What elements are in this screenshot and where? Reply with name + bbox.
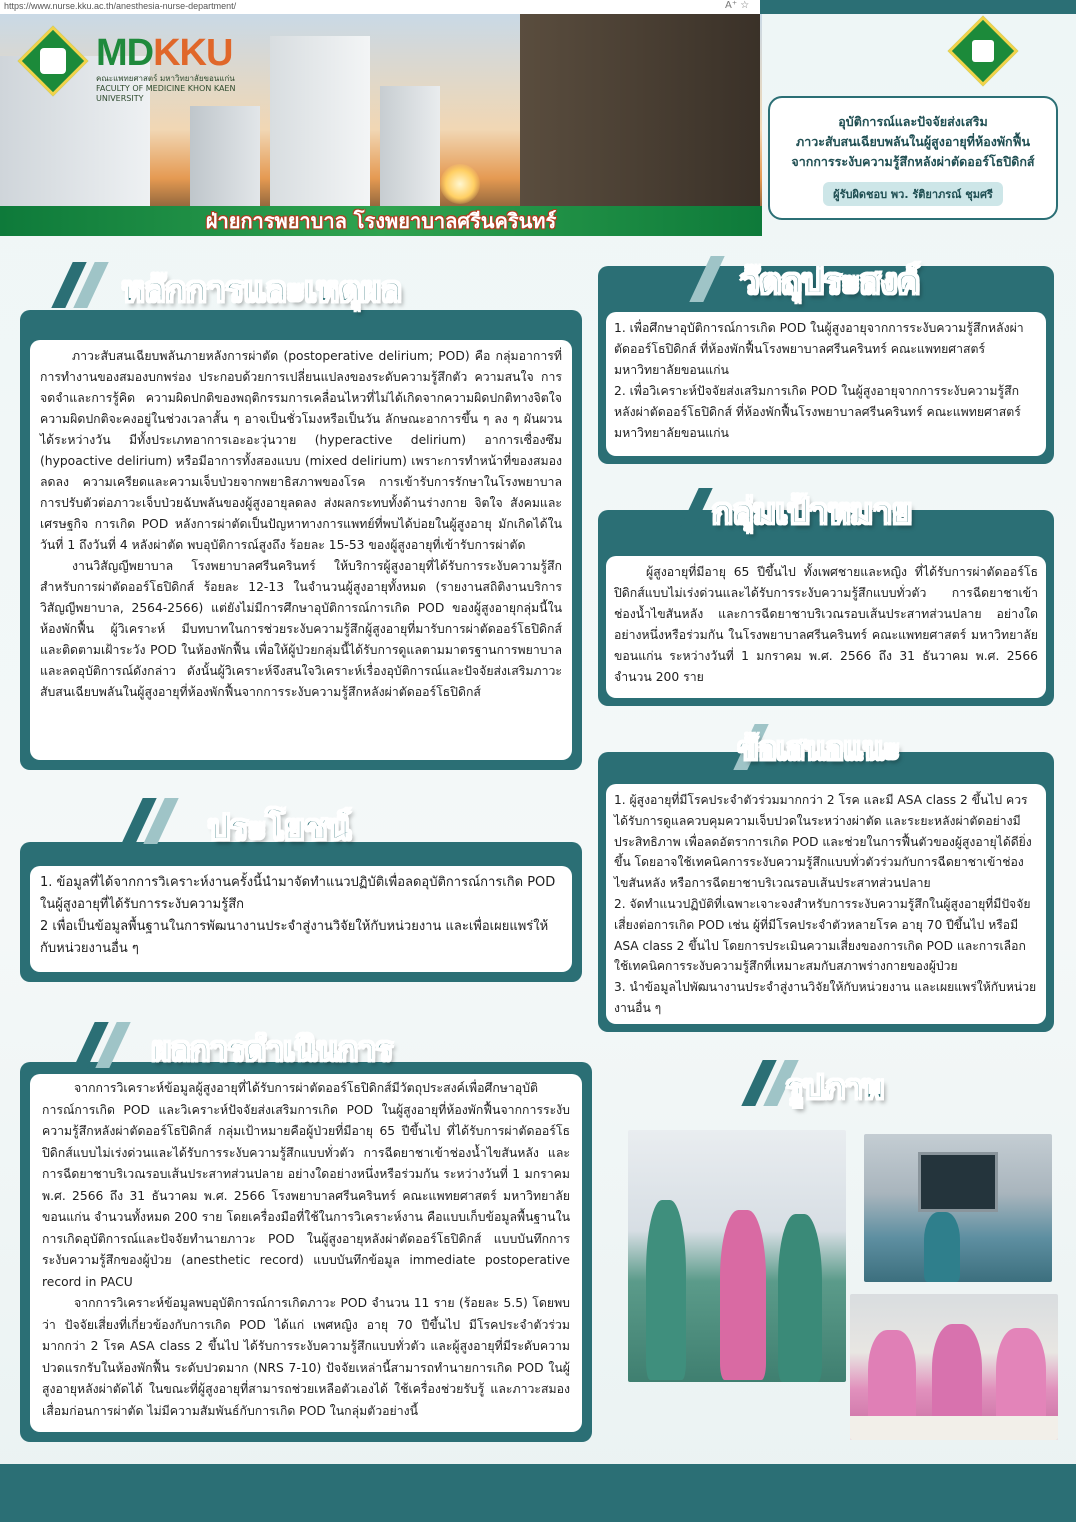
photos-heading: รูปภาพ bbox=[786, 1068, 884, 1106]
url-bar[interactable] bbox=[0, 0, 760, 14]
rationale-paragraph: ภาวะสับสนเฉียบพลันภายหลังการผ่าตัด (postoperative delirium; POD) คือ กลุ่มอาการที่การทำงานของสมองบกพร่อง ประกอบด้วยการเปลี่ยนแปลงของระดับความรู้สึกตัว ความสนใจ การจดจำและการรู้คิด ความผิดปกติของพฤติกรรมการเคลื่อนไหวที่ไม่ได้เกิดจากความผิดปกติทางจิตใจ ความผิดปกติจะคงอยู่ในช่วงเวลาสั้น ๆ อาจเป็นชั่วโมงหรือเป็นวัน ลักษณะอาการขึ้น ๆ ลง ๆ ผันผวนได้ระหว่างวัน มีทั้งประเภทอาการเอะอะวุ่นวาย (hyperactive delirium) อาการเซื่องซึม (hypoactive delirium) หรือมีอาการทั้งสองแบบ (mixed delirium) เพราะการทำหน้าที่ของสมองลดลง ความเครียดและความเจ็บป่วยจากพยาธิสภาพของโรค การเข้ารับการรักษาในโรงพยาบาล การปรับตัวต่อภาวะเจ็บป่วยฉับพลันของผู้สูงอายุลดลง ส่งผลกระทบทั้งด้านร่างกาย จิตใจ สังคมและเศรษฐกิจ การเกิด POD หลังการผ่าตัดเป็นปัญหาทางการแพทย์ที่พบได้บ่อยในผู้สูงอายุ มักเกิดได้ในวันที่ 1 ถึงวันที่ 4 หลังผ่าตัด พบอุบัติการณ์สูงถึง ร้อยละ 15-53 ของผู้สูงอายุที่เข้ารับการผ่าตัด bbox=[40, 349, 562, 552]
mdkku-logo: MDKKU bbox=[96, 32, 233, 74]
benefits-body bbox=[30, 866, 572, 972]
recommendation-item: 2. จัดทำแนวปฏิบัติที่เฉพาะเจาะจงสำหรับการระงับความรู้สึกในผู้สูงอายุที่มีปัจจัยเสี่ยงต่อการเกิด POD เช่น ผู้ที่มีโรคประจำตัวหลายโรค อายุ 70 ปีขึ้นไป หรือมี ASA class 2 ขึ้นไป โดยการประเมินความเสี่ยงของการเกิด POD และการเลือกใช้เทคนิคการระงับความรู้สึกที่เหมาะสมกับสภาพร่างกายของผู้ป่วย bbox=[614, 896, 1031, 974]
title-card bbox=[768, 96, 1058, 220]
building-photo-element bbox=[380, 86, 440, 206]
photo-figure bbox=[868, 1330, 916, 1430]
photo-monitor-equipment bbox=[864, 1134, 1052, 1282]
recommendation-item: 3. นำข้อมูลไปพัฒนางานประจำสู่งานวิจัยให้กับหน่วยงาน และเผยแพร่ให้กับหน่วยงานอื่น ๆ bbox=[614, 980, 1037, 1015]
responsible-person: ผู้รับผิดชอบ พว. รัติยาภรณ์ ชุมศรี bbox=[823, 182, 1003, 206]
results-paragraph: จากการวิเคราะห์ข้อมูลพบอุบัติการณ์การเกิดภาวะ POD จำนวน 11 ราย (ร้อยละ 5.5) โดยพบว่า ปัจจัยเสี่ยงที่เกี่ยวข้องกับการเกิด POD ได้แก่ เพศหญิง อายุ 70 ปีขึ้นไป มีโรคประจำตัวร่วมมากกว่า 2 โรค ASA class 2 ขึ้นไป ได้รับการระงับความรู้สึกแบบทั่วตัว และผู้สูงอายุที่มีระดับความปวดแรกรับในห้องพักฟื้น ระดับปวดมาก (NRS 7-10) ปัจจัยเหล่านี้สามารถทำนายการเกิด POD ในผู้สูงอายุหลังผ่าตัดได้ ในขณะที่ผู้สูงอายุที่สามารถช่วยเหลือตัวเองได้ ใช้เครื่องช่วยรับรู้ และภาวะสมองเสื่อมก่อนการผ่าตัด ไม่มีความสัมพันธ์กับการเกิด POD ในกลุ่มตัวอย่างนี้ bbox=[42, 1296, 570, 1418]
building-photo-element bbox=[190, 106, 260, 206]
target-heading: กลุ่มเป้าหมาย bbox=[712, 492, 912, 532]
results-body bbox=[30, 1074, 582, 1432]
rationale-body bbox=[30, 340, 572, 760]
photo-figure bbox=[720, 1210, 766, 1380]
photo-nurses-meeting bbox=[850, 1294, 1058, 1440]
building-photo-element bbox=[270, 36, 370, 206]
benefit-item: 1. ข้อมูลที่ได้จากการวิเคราะห์งานครั้งนี้นำมาจัดทำแนวปฏิบัติเพื่อลดอุบัติการณ์การเกิด POD ในผู้สูงอายุที่ได้รับการระงับความรู้สึก bbox=[40, 875, 556, 912]
results-heading: ผลการดำเนินการ bbox=[152, 1030, 393, 1068]
objectives-heading: วัตถุประสงค์ bbox=[740, 262, 920, 302]
url-text: https://www.nurse.kku.ac.th/anesthesia-nurse-department/ bbox=[4, 1, 237, 11]
title-line: จากการระงับความรู้สึกหลังผ่าตัดออร์โธปิดิกส์ bbox=[791, 154, 1035, 169]
sunset-photo-element bbox=[440, 164, 480, 204]
top-accent-strip bbox=[760, 0, 1076, 14]
recommendations-body bbox=[606, 784, 1046, 1024]
building-photo-element bbox=[520, 14, 760, 206]
rationale-heading: หลักการและเหตุผล bbox=[122, 270, 402, 310]
reader-mode-icon[interactable]: A⁺ ☆ bbox=[725, 0, 750, 11]
banner-title: ฝ่ายการพยาบาล โรงพยาบาลศรีนครินทร์ bbox=[205, 209, 557, 233]
photo-figure bbox=[646, 1200, 686, 1380]
benefit-item: 2 เพื่อเป็นข้อมูลพื้นฐานในการพัฒนางานประจำสู่งานวิจัยให้กับหน่วยงาน และเพื่อเผยแพร่ให้กับหน่วยงานอื่น ๆ bbox=[40, 919, 549, 956]
recommendation-item: 1. ผู้สูงอายุที่มีโรคประจำตัวร่วมมากกว่า 2 โรค และมี ASA class 2 ขึ้นไป ควรได้รับการดูแลควบคุมความเจ็บปวดในระหว่างผ่าตัด และระยะหลังผ่าตัดอย่างมีประสิทธิภาพ เพื่อลดอัตราการเกิด POD และช่วยในการฟื้นตัวของผู้สูงอายุได้ดียิ่งขึ้น โดยอาจใช้เทคนิคการระงับความรู้สึกแบบทั่วตัวร่วมกับการฉีดยาชาเข้าช่องไขสันหลัง หรือการฉีดยาชาบริเวณรอบเส้นประสาทส่วนปลาย bbox=[614, 793, 1032, 891]
benefits-heading: ประโยชน์ bbox=[208, 808, 351, 848]
results-paragraph: จากการวิเคราะห์ข้อมูลผู้สูงอายุที่ได้รับการผ่าตัดออร์โธปิดิกส์มีวัตถุประสงค์เพื่อศึกษาอุบัติการณ์การเกิด POD และวิเคราะห์ปัจจัยส่งเสริมการเกิด POD ในผู้สูงอายุที่ห้องพักฟื้นจากการระงับความรู้สึกหลังผ่าตัดออร์โธปิดิกส์ กลุ่มเป้าหมายคือผู้ป่วยที่มีอายุ 65 ปีขึ้นไป ที่ได้รับการผ่าตัดออร์โธปิดิกส์แบบไม่เร่งด่วนและได้รับการระงับความรู้สึกแบบทั่วตัว การฉีดยาชาเข้าช่องน้ำไขสันหลัง และการฉีดยาชาบริเวณรอบเส้นประสาทส่วนปลาย อย่างใดอย่างหนึ่งหรือร่วมกัน ระหว่างวันที่ 1 มกราคม พ.ศ. 2566 ถึง 31 ธันวาคม พ.ศ. 2566 โรงพยาบาลศรีนครินทร์ คณะแพทยศาสตร์ มหาวิทยาลัยขอนแก่น จำนวนทั้งหมด 200 ราย โดยเครื่องมือที่ใช้ในการวิเคราะห์งาน คือแบบเก็บข้อมูลพื้นฐานในการเกิดอุบัติการณ์และปัจจัยทำนายภาวะ POD ในผู้สูงอายุหลังผ่าตัดออร์โธปิดิกส์ แบบบันทึกการระงับความรู้สึกของผู้ป่วย (anesthetic record) แบบบันทึกข้อมูล immediate postoperative record in PACU bbox=[42, 1081, 570, 1289]
rationale-paragraph: งานวิสัญญีพยาบาล โรงพยาบาลศรีนครินทร์ ให้บริการผู้สูงอายุที่ได้รับการระงับความรู้สึกสำหรับการผ่าตัดออร์โธปิดิกส์ ร้อยละ 12-13 ในจำนวนผู้สูงอายุทั้งหมด (รายงานสถิติงานบริการวิสัญญีพยาบาล, 2564-2566) แต่ยังไม่มีการศึกษาอุบัติการณ์การเกิด POD ของผู้สูงอายุกลุ่มนี้ในห้องพักฟื้น ผู้วิเคราะห์ มีบทบาทในการช่วยระงับความรู้สึกผู้สูงอายุที่มารับการผ่าตัดออร์โธปิดิกส์ และติดตามเฝ้าระวัง POD ในห้องพักฟื้น เพื่อให้ผู้ป่วยกลุ่มนี้ได้รับการดูแลตามมาตรฐานการพยาบาลและลดอุบัติการณ์ดังกล่าว ดังนั้นผู้วิเคราะห์จึงสนใจวิเคราะห์เรื่องอุบัติการณ์และปัจจัยส่งเสริมภาวะสับสนเฉียบพลันในผู้สูงอายุที่ห้องพักฟื้นจากการระงับความรู้สึกหลังผ่าตัดออร์โธปิดิกส์ bbox=[40, 559, 562, 699]
banner-title-bar bbox=[0, 206, 762, 236]
title-line: อุบัติการณ์และปัจจัยส่งเสริม bbox=[838, 114, 988, 129]
photo-monitor-screen bbox=[918, 1152, 998, 1212]
photo-figure bbox=[778, 1214, 822, 1382]
objective-item: 2. เพื่อวิเคราะห์ปัจจัยส่งเสริมการเกิด POD ในผู้สูงอายุจากการระงับความรู้สึกหลังผ่าตัดออร์โธปิดิกส์ ที่ห้องพักฟื้นโรงพยาบาลศรีนครินทร์ คณะแพทยศาสตร์ มหาวิทยาลัยขอนแก่น bbox=[614, 384, 1021, 440]
header-banner bbox=[0, 14, 762, 236]
objectives-body bbox=[606, 312, 1046, 456]
photo-operating-room-staff bbox=[628, 1130, 846, 1382]
hospital-seal-inner-icon bbox=[40, 48, 66, 74]
footer-bar bbox=[0, 1464, 1076, 1522]
hospital-seal-inner-icon bbox=[972, 40, 994, 62]
target-text: ผู้สูงอายุที่มีอายุ 65 ปีขึ้นไป ทั้งเพศชายและหญิง ที่ได้รับการผ่าตัดออร์โธปิดิกส์แบบไม่เร่งด่วนและได้รับการระงับความรู้สึกแบบทั่วตัว การฉีดยาชาเข้าช่องน้ำไขสันหลัง และการฉีดยาชาบริเวณรอบเส้นประสาทส่วนปลาย อย่างใดอย่างหนึ่งหรือร่วมกัน ในโรงพยาบาลศรีนครินทร์ คณะแพทยศาสตร์ มหาวิทยาลัยขอนแก่น ระหว่างวันที่ 1 มกราคม พ.ศ. 2566 ถึง 31 ธันวาคม พ.ศ. 2566 จำนวน 200 ราย bbox=[614, 565, 1038, 684]
recommendations-heading: ข้อเสนอแนะ bbox=[738, 732, 900, 767]
photo-figure bbox=[924, 1212, 960, 1282]
title-line: ภาวะสับสนเฉียบพลันในผู้สูงอายุที่ห้องพักฟื้น bbox=[795, 134, 1031, 149]
target-body bbox=[606, 556, 1046, 698]
objective-item: 1. เพื่อศึกษาอุบัติการณ์การเกิด POD ในผู้สูงอายุจากการระงับความรู้สึกหลังผ่าตัดออร์โธปิดิกส์ ที่ห้องพักฟื้นโรงพยาบาลศรีนครินทร์ คณะแพทยศาสตร์ มหาวิทยาลัยขอนแก่น bbox=[614, 321, 1024, 377]
mdkku-logo-subtitle: คณะแพทยศาสตร์ มหาวิทยาลัยขอนแก่น FACULTY OF MEDICINE KHON KAEN UNIVERSITY bbox=[96, 74, 236, 103]
photo-table bbox=[850, 1416, 1058, 1440]
